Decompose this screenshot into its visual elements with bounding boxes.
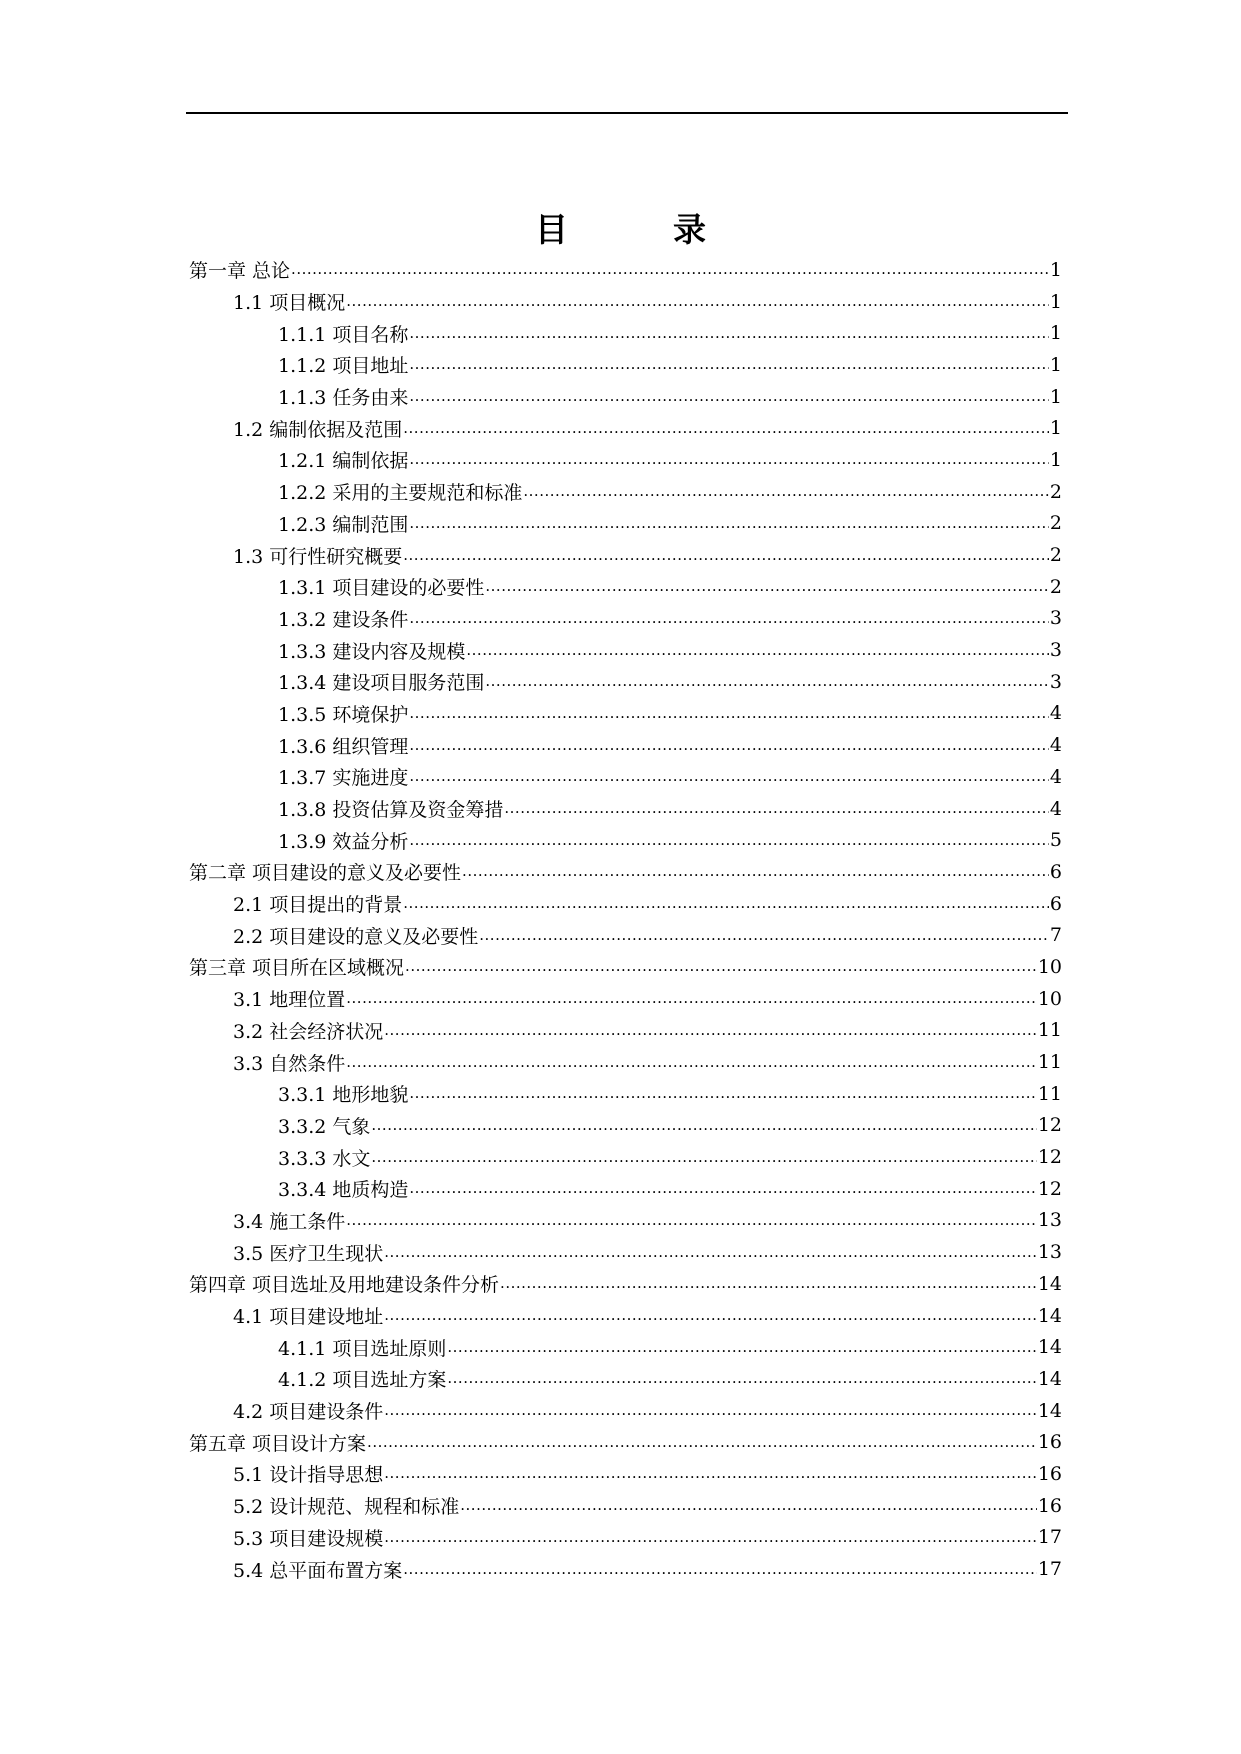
toc-dot-leader (384, 1023, 1037, 1042)
toc-section-entry[interactable] (189, 571, 1062, 603)
toc-dot-leader (409, 326, 1049, 345)
header-rule (186, 112, 1068, 114)
toc-page-number: 10 (1037, 987, 1062, 1010)
toc-entry-label: 第一章 总论 (189, 260, 291, 283)
toc-entry-label: 3.3.4 地质构造 (278, 1179, 409, 1202)
toc-page-number: 12 (1037, 1146, 1062, 1169)
toc-section-entry[interactable] (189, 1110, 1062, 1142)
toc-entry-label: 1.2.1 编制依据 (278, 450, 409, 473)
toc-page-number: 4 (1049, 765, 1062, 788)
toc-page-number: 12 (1037, 1177, 1062, 1200)
toc-entry-label: 3.4 施工条件 (233, 1210, 346, 1233)
toc-dot-leader (409, 1086, 1036, 1105)
toc-section-entry[interactable] (189, 634, 1062, 666)
toc-entry-label: 2.1 项目提出的背景 (233, 894, 403, 917)
toc-page-number: 5 (1049, 829, 1062, 852)
toc-page-number: 16 (1037, 1462, 1062, 1485)
toc-page-number: 17 (1037, 1558, 1062, 1581)
toc-section-entry[interactable] (189, 1078, 1062, 1110)
toc-section-entry[interactable] (189, 349, 1062, 381)
toc-section-entry[interactable] (189, 603, 1062, 635)
toc-entry-label: 5.4 总平面布置方案 (233, 1559, 403, 1582)
toc-entry-label: 4.1.1 项目选址原则 (278, 1337, 447, 1360)
toc-page-number: 1 (1049, 258, 1062, 281)
toc-page-number: 13 (1037, 1209, 1062, 1232)
toc-page-number: 11 (1037, 1051, 1062, 1074)
toc-page-number: 3 (1049, 639, 1062, 662)
toc-section-entry[interactable] (189, 793, 1062, 825)
toc-dot-leader (409, 452, 1049, 471)
toc-entry-label: 2.2 项目建设的意义及必要性 (233, 925, 479, 948)
toc-page-number: 14 (1037, 1399, 1062, 1422)
toc-dot-leader (409, 769, 1049, 788)
toc-page-number: 14 (1037, 1304, 1062, 1327)
toc-section-entry[interactable] (189, 444, 1062, 476)
toc-section-entry[interactable] (189, 1458, 1062, 1490)
toc-entry-label: 1.3.6 组织管理 (278, 735, 409, 758)
toc-section-entry[interactable] (189, 761, 1062, 793)
toc-entry-label: 第四章 项目选址及用地建设条件分析 (189, 1274, 500, 1297)
toc-chapter-entry[interactable] (189, 856, 1062, 888)
toc-chapter-entry[interactable] (189, 1268, 1062, 1300)
toc-entry-label: 1.3.9 效益分析 (278, 830, 409, 853)
toc-page-number: 4 (1049, 734, 1062, 757)
toc-entry-label: 1.3.5 环境保护 (278, 703, 409, 726)
toc-entry-label: 1.1.1 项目名称 (278, 323, 409, 346)
toc-section-entry[interactable] (189, 539, 1062, 571)
toc-section-entry[interactable] (189, 1046, 1062, 1078)
toc-dot-leader (403, 421, 1049, 440)
toc-page-number: 1 (1049, 322, 1062, 345)
toc-entry-label: 1.1.3 任务由来 (278, 387, 409, 410)
toc-page-number: 2 (1049, 544, 1062, 567)
toc-page-number: 6 (1049, 860, 1062, 883)
toc-chapter-entry[interactable] (189, 254, 1062, 286)
toc-entry-label: 1.3.2 建设条件 (278, 608, 409, 631)
toc-dot-leader (346, 991, 1037, 1010)
toc-page-number: 1 (1049, 353, 1062, 376)
toc-dot-leader (479, 928, 1049, 947)
toc-dot-leader (409, 833, 1049, 852)
toc-entry-label: 第三章 项目所在区域概况 (189, 957, 405, 980)
toc-dot-leader (409, 516, 1049, 535)
toc-page-number: 2 (1049, 575, 1062, 598)
toc-dot-leader (462, 864, 1049, 883)
toc-entry-label: 1.2.3 编制范围 (278, 513, 409, 536)
toc-page-number: 1 (1049, 417, 1062, 440)
toc-dot-leader (409, 738, 1049, 757)
toc-page-number: 13 (1037, 1241, 1062, 1264)
toc-section-entry[interactable] (189, 1395, 1062, 1427)
toc-entry-label: 5.3 项目建设规模 (233, 1527, 384, 1550)
toc-dot-leader (523, 484, 1049, 503)
toc-dot-leader (500, 1276, 1037, 1295)
toc-section-entry[interactable] (189, 1015, 1062, 1047)
toc-entry-label: 1.2.2 采用的主要规范和标准 (278, 482, 523, 505)
toc-entry-label: 1.3.1 项目建设的必要性 (278, 577, 485, 600)
toc-section-entry[interactable] (189, 1236, 1062, 1268)
toc-dot-leader (371, 1118, 1036, 1137)
toc-section-entry[interactable] (189, 1553, 1062, 1585)
toc-page-number: 11 (1037, 1082, 1062, 1105)
toc-dot-leader (460, 1498, 1037, 1517)
toc-entry-label: 3.2 社会经济状况 (233, 1020, 384, 1043)
toc-entry-label: 1.1.2 项目地址 (278, 355, 409, 378)
toc-dot-leader (403, 896, 1049, 915)
toc-section-entry[interactable] (189, 919, 1062, 951)
toc-dot-leader (346, 294, 1049, 313)
toc-page-number: 2 (1049, 512, 1062, 535)
toc-page-number: 14 (1037, 1336, 1062, 1359)
toc-dot-leader (384, 1245, 1037, 1264)
toc-entry-label: 4.1.2 项目选址方案 (278, 1369, 447, 1392)
toc-section-entry[interactable] (189, 1173, 1062, 1205)
toc-page-number: 16 (1037, 1431, 1062, 1454)
toc-page-number: 3 (1049, 670, 1062, 693)
toc-section-entry[interactable] (189, 729, 1062, 761)
toc-section-entry[interactable] (189, 1490, 1062, 1522)
toc-section-entry[interactable] (189, 824, 1062, 856)
toc-section-entry[interactable] (189, 983, 1062, 1015)
toc-entry-label: 5.2 设计规范、规程和标准 (233, 1496, 460, 1519)
toc-section-entry[interactable] (189, 286, 1062, 318)
toc-page-number: 17 (1037, 1526, 1062, 1549)
toc-entry-label: 1.3.4 建设项目服务范围 (278, 672, 485, 695)
table-of-contents (189, 254, 1062, 1585)
toc-entry-label: 第五章 项目设计方案 (189, 1432, 367, 1455)
toc-page-number: 10 (1037, 955, 1062, 978)
toc-section-entry[interactable] (189, 888, 1062, 920)
toc-section-entry[interactable] (189, 1141, 1062, 1173)
toc-entry-label: 3.3.1 地形地貌 (278, 1084, 409, 1107)
toc-page-number: 6 (1049, 892, 1062, 915)
toc-entry-label: 1.3 可行性研究概要 (233, 545, 403, 568)
toc-section-entry[interactable] (189, 1205, 1062, 1237)
toc-dot-leader (346, 1055, 1037, 1074)
toc-entry-label: 1.3.7 实施进度 (278, 767, 409, 790)
toc-dot-leader (384, 1530, 1037, 1549)
toc-chapter-entry[interactable] (189, 951, 1062, 983)
toc-dot-leader (291, 262, 1049, 281)
toc-dot-leader (367, 1435, 1037, 1454)
toc-entry-label: 5.1 设计指导思想 (233, 1464, 384, 1487)
toc-dot-leader (384, 1308, 1037, 1327)
toc-dot-leader (447, 1371, 1036, 1390)
toc-page-number: 7 (1049, 924, 1062, 947)
toc-dot-leader (409, 706, 1049, 725)
toc-dot-leader (485, 579, 1049, 598)
toc-entry-label: 3.3.3 水文 (278, 1147, 371, 1170)
toc-entry-label: 1.3.8 投资估算及资金筹措 (278, 799, 504, 822)
toc-section-entry[interactable] (189, 317, 1062, 349)
toc-dot-leader (371, 1150, 1036, 1169)
toc-dot-leader (403, 548, 1049, 567)
toc-dot-leader (409, 357, 1049, 376)
toc-dot-leader (409, 611, 1049, 630)
toc-section-entry[interactable] (189, 381, 1062, 413)
toc-page-number: 12 (1037, 1114, 1062, 1137)
toc-entry-label: 3.5 医疗卫生现状 (233, 1242, 384, 1265)
toc-entry-label: 第二章 项目建设的意义及必要性 (189, 862, 462, 885)
toc-page-number: 14 (1037, 1367, 1062, 1390)
toc-entry-label: 3.3.2 气象 (278, 1115, 371, 1138)
toc-dot-leader (409, 1181, 1036, 1200)
toc-section-entry[interactable] (189, 666, 1062, 698)
toc-section-entry[interactable] (189, 1300, 1062, 1332)
toc-entry-label: 4.1 项目建设地址 (233, 1306, 384, 1329)
toc-entry-label: 3.3 自然条件 (233, 1052, 346, 1075)
toc-dot-leader (466, 643, 1049, 662)
toc-dot-leader (447, 1340, 1036, 1359)
toc-dot-leader (409, 389, 1049, 408)
toc-dot-leader (485, 674, 1049, 693)
toc-dot-leader (384, 1403, 1037, 1422)
toc-page-number: 14 (1037, 1272, 1062, 1295)
toc-chapter-entry[interactable] (189, 1426, 1062, 1458)
toc-page-number: 11 (1037, 1019, 1062, 1042)
toc-page-number: 1 (1049, 448, 1062, 471)
toc-section-entry[interactable] (189, 412, 1062, 444)
toc-page-number: 2 (1049, 480, 1062, 503)
toc-title: 目 录 (535, 210, 742, 249)
toc-section-entry[interactable] (189, 698, 1062, 730)
toc-entry-label: 1.2 编制依据及范围 (233, 418, 403, 441)
toc-dot-leader (405, 959, 1037, 978)
toc-section-entry[interactable] (189, 1522, 1062, 1554)
toc-page-number: 4 (1049, 702, 1062, 725)
toc-entry-label: 4.2 项目建设条件 (233, 1401, 384, 1424)
toc-section-entry[interactable] (189, 1331, 1062, 1363)
toc-page-number: 16 (1037, 1494, 1062, 1517)
toc-page-number: 1 (1049, 385, 1062, 408)
toc-dot-leader (346, 1213, 1037, 1232)
toc-page-number: 3 (1049, 607, 1062, 630)
toc-entry-label: 3.1 地理位置 (233, 989, 346, 1012)
toc-dot-leader (403, 1562, 1037, 1581)
toc-entry-label: 1.3.3 建设内容及规模 (278, 640, 466, 663)
toc-page-number: 1 (1049, 290, 1062, 313)
toc-dot-leader (384, 1466, 1037, 1485)
toc-entry-label: 1.1 项目概况 (233, 292, 346, 315)
toc-section-entry[interactable] (189, 1363, 1062, 1395)
toc-page-number: 4 (1049, 797, 1062, 820)
toc-dot-leader (504, 801, 1049, 820)
toc-section-entry[interactable] (189, 508, 1062, 540)
toc-section-entry[interactable] (189, 476, 1062, 508)
